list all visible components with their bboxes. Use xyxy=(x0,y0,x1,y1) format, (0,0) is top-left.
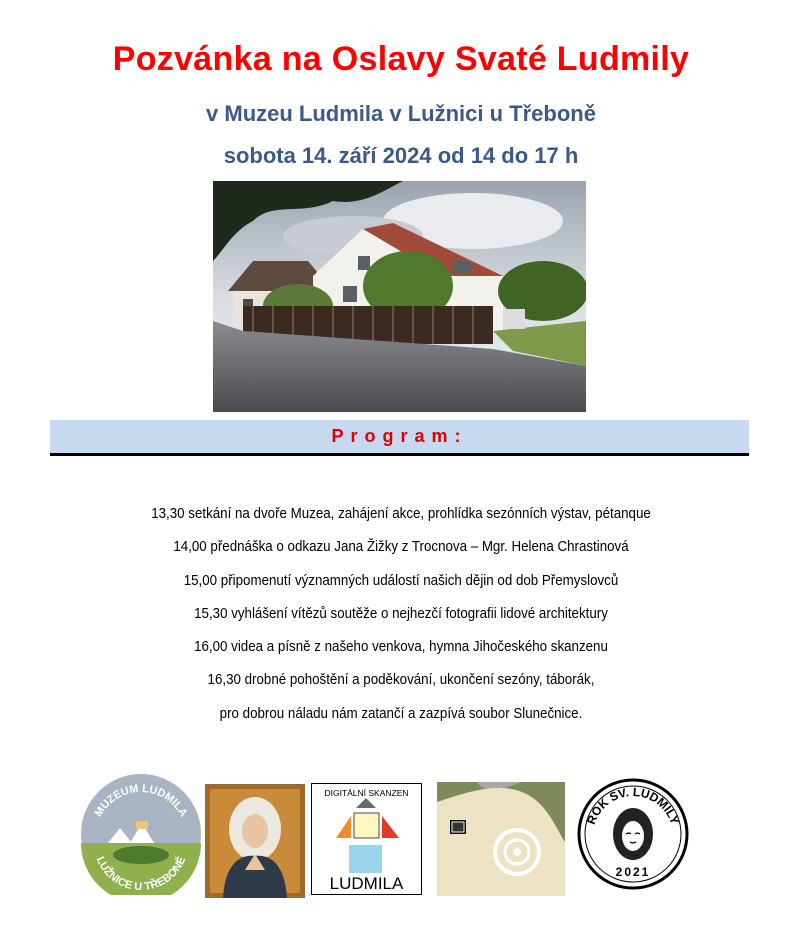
skanzen-logo-bottom-text: LUDMILA xyxy=(329,874,404,893)
museum-logo-top-text: MUZEUM LUDMILA xyxy=(92,782,190,819)
skanzen-logo-top-text: DIGITÁLNÍ SKANZEN xyxy=(324,788,409,798)
program-item: 14,00 přednáška o odkazu Jana Žižky z Trocnova – Mgr. Helena Chrastinová xyxy=(173,539,629,556)
program-item: 15,30 vyhlášení vítězů soutěže o nejhezčí fotografii lidové architektury xyxy=(194,605,608,622)
year-of-st-ludmila-logo xyxy=(577,778,689,890)
saint-ludmila-painting xyxy=(205,784,305,898)
museum-logo-bottom-text: LUŽNICE U TŘEBONĚ xyxy=(93,855,189,894)
program-heading: Program: xyxy=(331,426,468,446)
gable-photo xyxy=(437,782,565,896)
location-subtitle: v Muzeu Ludmila v Lužnici u Třeboně xyxy=(206,101,596,126)
program-item: 13,30 setkání na dvoře Muzea, zahájení akce, prohlídka sezónních výstav, pétanque xyxy=(151,506,651,522)
year-logo-bottom-text: 2021 xyxy=(615,865,651,879)
program-item: 16,00 videa a písně z našeho venkova, hymna Jihočeského skanzenu xyxy=(194,639,608,656)
program-item: 15,00 připomenutí významných událostí našich dějin od dob Přemyslovců xyxy=(183,572,619,589)
program-item: 16,30 drobné pohoštění a poděkování, ukončení sezóny, táborák, xyxy=(207,672,595,689)
date-subtitle: sobota 14. září 2024 od 14 do 17 h xyxy=(223,143,579,168)
program-list xyxy=(0,498,802,731)
museum-photo xyxy=(213,181,586,412)
digital-skanzen-logo xyxy=(311,783,422,895)
program-item: pro dobrou náladu nám zatančí a zazpívá soubor Slunečnice. xyxy=(219,705,583,722)
museum-ludmila-logo xyxy=(80,773,202,895)
program-heading-bar xyxy=(50,420,749,456)
invitation-title: Pozvánka na Oslavy Svaté Ludmily xyxy=(112,40,690,78)
year-logo-top-text: ROK SV. LUDMILY xyxy=(584,784,683,827)
